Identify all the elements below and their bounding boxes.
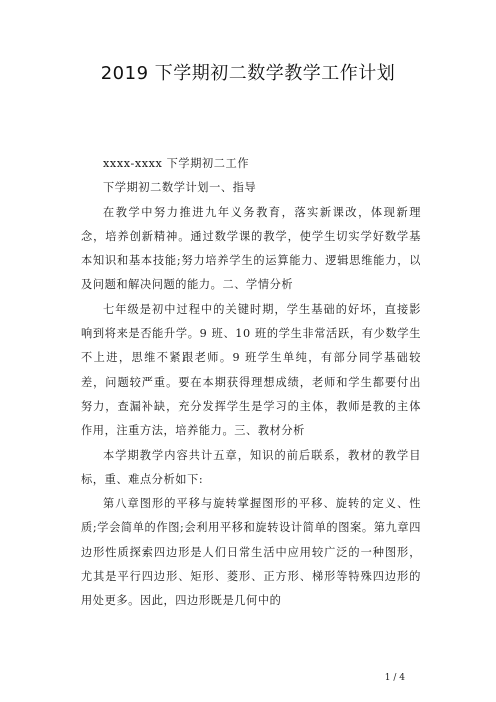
document-title: 2019 下学期初二数学教学工作计划: [100, 63, 396, 84]
paragraph: 第八章图形的平移与旋转掌握图形的平移、旋转的定义、性质;学会简单的作图;会利用平移和旋转设计简单的图案。第九章四边形性质探索四边形是人们日常生活中应用较广泛的一种图形，尤其是平行四边形、矩形、菱形、正方形、梯形等特殊四边形的用处更多。因此，四边形既是几何中的: [81, 497, 421, 608]
paragraph: xxxx-xxxx 下学期初二工作: [103, 157, 250, 170]
paragraph: 本学期教学内容共计五章，知识的前后联系，教材的教学目标，重、难点分析如下:: [81, 448, 421, 486]
document-body: [81, 152, 421, 614]
paragraph: 在教学中努力推进九年义务教育，落实新课改，体现新理念，培养创新精神。通过数学课的教学，使学生切实学好数学基本知识和基本技能;努力培养学生的运算能力、逻辑思维能力，以及问题和解决问题的能力。二、学情分析: [81, 205, 421, 292]
paragraph: 下学期初二数学计划一、指导: [103, 181, 257, 195]
paragraph: 七年级是初中过程中的关键时期，学生基础的好坏，直接影响到将来是否能升学。9 班、10 班的学生非常活跃，有少数学生不上进，思维不紧跟老师。9 班学生单纯，有部分同学基础较差，问题较严重。要在本期获得理想成绩，老师和学生都要付出努力，查漏补缺，充分发挥学生是学习的主体，教师是教的主体作用，注重方法，培养能力。三、教材分析: [81, 302, 421, 438]
page-number: 1 / 4: [384, 673, 405, 683]
